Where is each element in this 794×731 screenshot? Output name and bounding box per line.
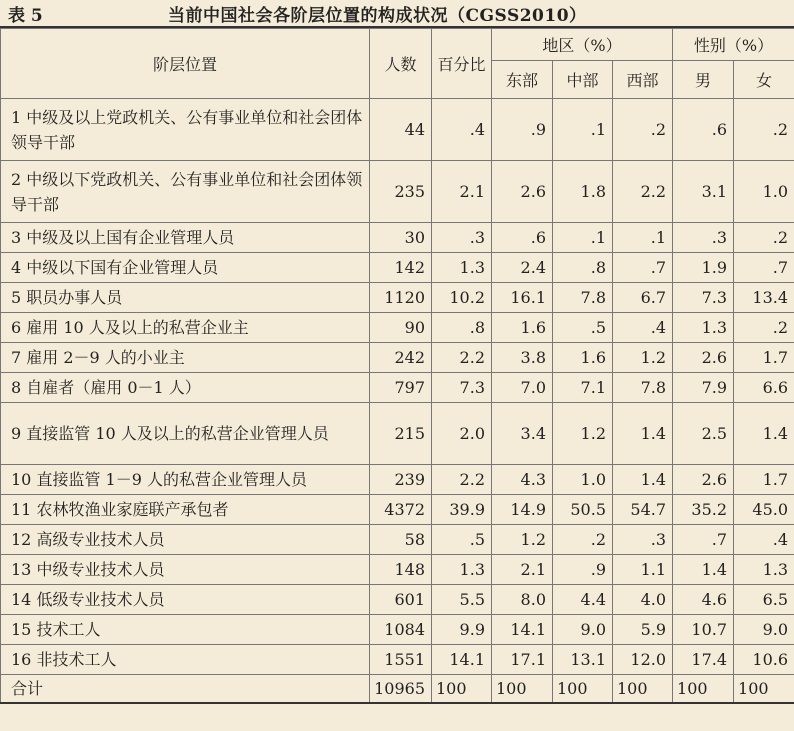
total-central: 100 <box>553 675 613 703</box>
cell-east: 1.2 <box>492 525 553 555</box>
cell-pct: 5.5 <box>432 585 492 615</box>
cell-west: 1.4 <box>613 403 673 465</box>
cell-west: 7.8 <box>613 373 673 403</box>
row-label: 4 中级以下国有企业管理人员 <box>1 253 370 283</box>
header-east: 东部 <box>492 61 553 99</box>
table-row <box>1 495 794 525</box>
row-label: 5 职员办事人员 <box>1 283 370 313</box>
cell-west: 4.0 <box>613 585 673 615</box>
cell-east: 8.0 <box>492 585 553 615</box>
table-row <box>1 403 794 465</box>
total-female: 100 <box>734 675 794 703</box>
cell-west: .2 <box>613 99 673 161</box>
cell-female: 10.6 <box>734 645 794 675</box>
cell-male: 2.6 <box>673 343 734 373</box>
cell-female: .2 <box>734 99 794 161</box>
cell-pct: 2.1 <box>432 161 492 223</box>
cell-east: 7.0 <box>492 373 553 403</box>
cell-east: .6 <box>492 223 553 253</box>
cell-count: 215 <box>370 403 432 465</box>
cell-east: 4.3 <box>492 465 553 495</box>
cell-male: 1.3 <box>673 313 734 343</box>
cell-pct: 1.3 <box>432 253 492 283</box>
cell-east: 17.1 <box>492 645 553 675</box>
cell-central: .1 <box>553 99 613 161</box>
table-row <box>1 465 794 495</box>
cell-female: 1.7 <box>734 465 794 495</box>
cell-east: 2.6 <box>492 161 553 223</box>
cell-count: 1120 <box>370 283 432 313</box>
total-east: 100 <box>492 675 553 703</box>
header-region: 地区（%） <box>492 29 673 61</box>
cell-pct: .8 <box>432 313 492 343</box>
cell-pct: 14.1 <box>432 645 492 675</box>
row-label: 10 直接监管 1－9 人的私营企业管理人员 <box>1 465 370 495</box>
table-row <box>1 343 794 373</box>
header-male: 男 <box>673 61 734 99</box>
cell-male: 7.9 <box>673 373 734 403</box>
row-label: 14 低级专业技术人员 <box>1 585 370 615</box>
row-label: 9 直接监管 10 人及以上的私营企业管理人员 <box>1 403 370 465</box>
table-body <box>1 99 794 703</box>
table-caption <box>0 0 794 28</box>
cell-count: 242 <box>370 343 432 373</box>
cell-central: 1.8 <box>553 161 613 223</box>
cell-male: 4.6 <box>673 585 734 615</box>
data-table <box>0 28 794 704</box>
cell-west: 5.9 <box>613 615 673 645</box>
row-label: 13 中级专业技术人员 <box>1 555 370 585</box>
cell-pct: 2.2 <box>432 343 492 373</box>
cell-east: .9 <box>492 99 553 161</box>
row-label: 1 中级及以上党政机关、公有事业单位和社会团体领导干部 <box>1 99 370 161</box>
cell-central: .9 <box>553 555 613 585</box>
table-number: 表 5 <box>8 5 43 26</box>
cell-pct: 39.9 <box>432 495 492 525</box>
cell-count: 797 <box>370 373 432 403</box>
cell-pct: 7.3 <box>432 373 492 403</box>
cell-east: 14.9 <box>492 495 553 525</box>
table-row <box>1 99 794 161</box>
cell-pct: .5 <box>432 525 492 555</box>
cell-female: .7 <box>734 253 794 283</box>
cell-count: 30 <box>370 223 432 253</box>
cell-male: .7 <box>673 525 734 555</box>
cell-male: 2.5 <box>673 403 734 465</box>
row-label: 3 中级及以上国有企业管理人员 <box>1 223 370 253</box>
cell-east: 3.4 <box>492 403 553 465</box>
table-row <box>1 313 794 343</box>
header-count: 人数 <box>370 29 432 99</box>
cell-west: 1.2 <box>613 343 673 373</box>
cell-count: 4372 <box>370 495 432 525</box>
table-row <box>1 645 794 675</box>
cell-male: 10.7 <box>673 615 734 645</box>
total-label: 合计 <box>1 675 370 703</box>
cell-female: 1.4 <box>734 403 794 465</box>
cell-west: 2.2 <box>613 161 673 223</box>
cell-central: 4.4 <box>553 585 613 615</box>
cell-central: 7.8 <box>553 283 613 313</box>
row-label: 11 农林牧渔业家庭联产承包者 <box>1 495 370 525</box>
cell-central: 1.0 <box>553 465 613 495</box>
cell-central: .1 <box>553 223 613 253</box>
cell-male: 2.6 <box>673 465 734 495</box>
table-row <box>1 585 794 615</box>
cell-female: 1.3 <box>734 555 794 585</box>
total-pct: 100 <box>432 675 492 703</box>
cell-count: 1551 <box>370 645 432 675</box>
cell-male: .6 <box>673 99 734 161</box>
table-row <box>1 283 794 313</box>
cell-male: 3.1 <box>673 161 734 223</box>
row-label: 16 非技术工人 <box>1 645 370 675</box>
header-row-1 <box>1 29 794 61</box>
cell-male: 1.9 <box>673 253 734 283</box>
cell-count: 142 <box>370 253 432 283</box>
cell-female: .4 <box>734 525 794 555</box>
cell-pct: 2.2 <box>432 465 492 495</box>
header-position: 阶层位置 <box>1 29 370 99</box>
cell-pct: 1.3 <box>432 555 492 585</box>
cell-count: 239 <box>370 465 432 495</box>
cell-pct: .3 <box>432 223 492 253</box>
cell-east: 16.1 <box>492 283 553 313</box>
cell-pct: 2.0 <box>432 403 492 465</box>
cell-west: .3 <box>613 525 673 555</box>
total-west: 100 <box>613 675 673 703</box>
cell-east: 3.8 <box>492 343 553 373</box>
total-row <box>1 675 794 703</box>
cell-count: 235 <box>370 161 432 223</box>
table-title: 当前中国社会各阶层位置的构成状况（CGSS2010） <box>168 5 587 26</box>
cell-central: 13.1 <box>553 645 613 675</box>
cell-west: 54.7 <box>613 495 673 525</box>
cell-female: 45.0 <box>734 495 794 525</box>
row-label: 6 雇用 10 人及以上的私营企业主 <box>1 313 370 343</box>
cell-pct: 9.9 <box>432 615 492 645</box>
header-percent: 百分比 <box>432 29 492 99</box>
table-row <box>1 253 794 283</box>
cell-count: 601 <box>370 585 432 615</box>
cell-male: 35.2 <box>673 495 734 525</box>
cell-west: 6.7 <box>613 283 673 313</box>
table-row <box>1 525 794 555</box>
row-label: 8 自雇者（雇用 0－1 人） <box>1 373 370 403</box>
cell-pct: .4 <box>432 99 492 161</box>
cell-female: 9.0 <box>734 615 794 645</box>
cell-central: 50.5 <box>553 495 613 525</box>
cell-female: 1.7 <box>734 343 794 373</box>
cell-male: 17.4 <box>673 645 734 675</box>
cell-male: .3 <box>673 223 734 253</box>
row-label: 15 技术工人 <box>1 615 370 645</box>
cell-male: 7.3 <box>673 283 734 313</box>
cell-female: .2 <box>734 223 794 253</box>
table-row <box>1 615 794 645</box>
header-female: 女 <box>734 61 794 99</box>
cell-female: .2 <box>734 313 794 343</box>
total-count: 10965 <box>370 675 432 703</box>
cell-male: 1.4 <box>673 555 734 585</box>
cell-central: 1.2 <box>553 403 613 465</box>
cell-female: 6.6 <box>734 373 794 403</box>
cell-central: .2 <box>553 525 613 555</box>
table-row <box>1 373 794 403</box>
table-row <box>1 161 794 223</box>
cell-female: 6.5 <box>734 585 794 615</box>
cell-central: 7.1 <box>553 373 613 403</box>
cell-east: 2.1 <box>492 555 553 585</box>
cell-west: .4 <box>613 313 673 343</box>
header-gender: 性别（%） <box>673 29 794 61</box>
cell-central: .8 <box>553 253 613 283</box>
cell-count: 90 <box>370 313 432 343</box>
cell-west: 1.1 <box>613 555 673 585</box>
row-label: 7 雇用 2－9 人的小业主 <box>1 343 370 373</box>
cell-female: 13.4 <box>734 283 794 313</box>
row-label: 12 高级专业技术人员 <box>1 525 370 555</box>
row-label: 2 中级以下党政机关、公有事业单位和社会团体领导干部 <box>1 161 370 223</box>
cell-central: .5 <box>553 313 613 343</box>
cell-west: .7 <box>613 253 673 283</box>
cell-central: 9.0 <box>553 615 613 645</box>
cell-pct: 10.2 <box>432 283 492 313</box>
cell-west: 12.0 <box>613 645 673 675</box>
cell-count: 44 <box>370 99 432 161</box>
header-central: 中部 <box>553 61 613 99</box>
cell-central: 1.6 <box>553 343 613 373</box>
header-west: 西部 <box>613 61 673 99</box>
total-male: 100 <box>673 675 734 703</box>
cell-count: 1084 <box>370 615 432 645</box>
cell-count: 58 <box>370 525 432 555</box>
cell-west: .1 <box>613 223 673 253</box>
cell-east: 2.4 <box>492 253 553 283</box>
table-row <box>1 223 794 253</box>
cell-west: 1.4 <box>613 465 673 495</box>
table-row <box>1 555 794 585</box>
cell-count: 148 <box>370 555 432 585</box>
cell-east: 1.6 <box>492 313 553 343</box>
cell-female: 1.0 <box>734 161 794 223</box>
cell-east: 14.1 <box>492 615 553 645</box>
